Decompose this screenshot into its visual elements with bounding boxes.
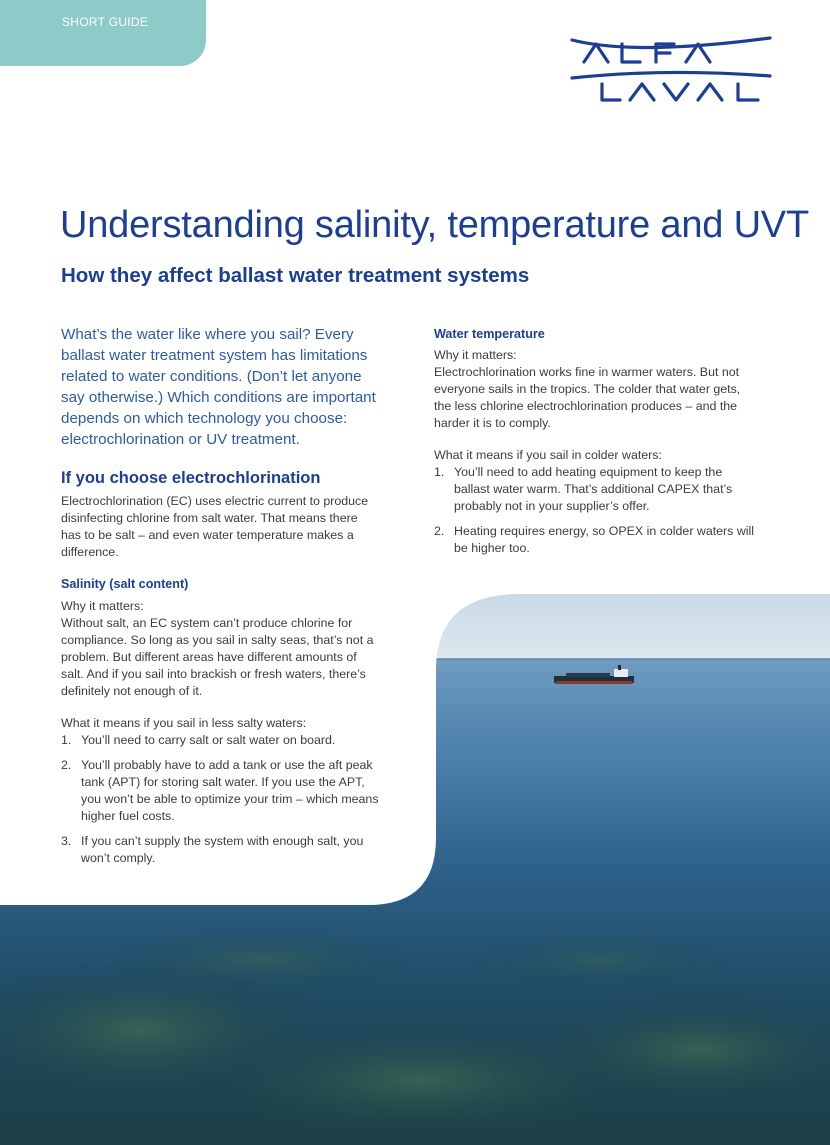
- short-guide-tab: [0, 0, 206, 66]
- temperature-list: [434, 464, 759, 565]
- list-item-number: 1.: [61, 733, 72, 747]
- salinity-heading: Salinity (salt content): [61, 577, 189, 591]
- list-item-number: 2.: [434, 524, 445, 538]
- salinity-list: [61, 732, 379, 875]
- list-item-number: 3.: [61, 834, 72, 848]
- electrochlorination-heading: If you choose electrochlorination: [61, 469, 321, 487]
- list-item-text: If you can’t supply the system with enough salt, you won’t comply.: [81, 834, 364, 865]
- salinity-means-label: What it means if you sail in less salty waters:: [61, 716, 307, 730]
- list-item-number: 2.: [61, 758, 72, 772]
- temperature-means-label: What it means if you sail in colder waters:: [434, 448, 662, 462]
- page-subtitle: How they affect ballast water treatment systems: [61, 264, 530, 287]
- alfa-laval-logo: [566, 30, 776, 104]
- list-item: [61, 732, 379, 749]
- list-item: [61, 757, 379, 825]
- electrochlorination-text: Electrochlorination (EC) uses electric current to produce disinfecting chlorine from salt water. That means there has to be salt – and even water temperature makes a difference.: [61, 494, 369, 559]
- temperature-heading: Water temperature: [434, 327, 545, 341]
- page-title: Understanding salinity, temperature and UVT: [60, 204, 809, 246]
- list-item-text: You’ll need to add heating equipment to keep the ballast water warm. That’s additional CAPEX that’s probably not in your supplier’s offer.: [454, 465, 733, 513]
- tab-label: SHORT GUIDE: [62, 15, 149, 29]
- logo-icon: [566, 30, 776, 104]
- list-item-text: Heating requires energy, so OPEX in colder waters will be higher too.: [454, 524, 755, 555]
- list-item-number: 1.: [434, 465, 445, 479]
- list-item-text: You’ll need to carry salt or salt water on board.: [81, 733, 336, 747]
- temperature-why-text: Electrochlorination works fine in warmer waters. But not everyone sails in the tropics. The colder that water gets, the less chlorine electrochlorination produces – and the harder it is to comply.: [434, 365, 741, 430]
- intro-paragraph: What’s the water like where you sail? Every ballast water treatment system has limitations related to water conditions. (Don’t let anyone say otherwise.) Which conditions are important depends on which technology you choose: electrochlorination or UV treatment.: [61, 326, 376, 448]
- salinity-why-text: Without salt, an EC system can’t produce chlorine for compliance. So long as you sail in salty seas, that’s not a problem. But different areas have different amounts of salt. And if you sail into brackish or fresh waters, there’s definitely not enough of it.: [61, 616, 374, 698]
- list-item: [434, 464, 759, 515]
- list-item: [434, 523, 759, 557]
- list-item-text: You’ll probably have to add a tank or use the aft peak tank (APT) for storing salt water. If you use the APT, you won’t be able to optimize your trim – which means higher fuel costs.: [81, 758, 379, 823]
- list-item: [61, 833, 379, 867]
- salinity-why-label: Why it matters:: [61, 599, 144, 613]
- temperature-why-label: Why it matters:: [434, 348, 517, 362]
